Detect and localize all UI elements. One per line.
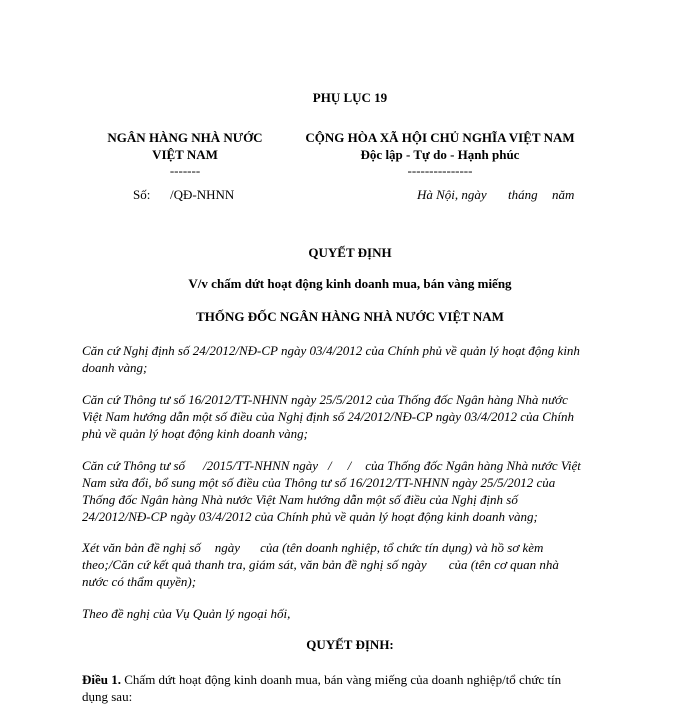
decision-title: QUYẾT ĐỊNH: [308, 245, 392, 260]
legal-basis-4-line3: nước có thẩm quyền);: [82, 574, 197, 589]
legal-basis-4-line2-b: của (tên cơ quan nhà: [448, 557, 559, 572]
article-1-text-line2: dụng sau:: [82, 689, 133, 704]
appendix-title: PHỤ LỤC 19: [312, 90, 388, 105]
legal-basis-2-line2: Việt Nam hướng dẫn một số điều của Nghị định số 24/2012/NĐ-CP ngày 03/4/2012 của Chính: [82, 409, 575, 424]
legal-basis-4-part-b: ngày: [214, 540, 241, 555]
date-year: năm: [552, 187, 575, 202]
legal-basis-1-line1: Căn cứ Nghị định số 24/2012/NĐ-CP ngày 03/4/2012 của Chính phủ về quản lý hoạt động kinh: [82, 343, 580, 358]
issuing-authority: THỐNG ĐỐC NGÂN HÀNG NHÀ NƯỚC VIỆT NAM: [196, 309, 504, 324]
legal-basis-3-part-a: Căn cứ Thông tư số: [82, 458, 186, 473]
legal-basis-3-line2: Nam sửa đổi, bổ sung một số điều của Thông tư số 16/2012/TT-NHNN ngày 25/5/2012 của: [82, 475, 556, 490]
decision-number-label: Số:: [133, 187, 151, 202]
legal-basis-3-part-c: /: [328, 458, 332, 473]
article-1-line1: [82, 671, 642, 688]
date-month: tháng: [508, 187, 538, 202]
decides-title: QUYẾT ĐỊNH:: [306, 637, 394, 652]
legal-basis-3-part-e: của Thống đốc Ngân hàng Nhà nước Việt: [365, 458, 581, 473]
legal-basis-3: [82, 457, 642, 525]
legal-basis-3-line3: Thống đốc Ngân hàng Nhà nước Việt Nam hướng dẫn một số điều của Nghị định số: [82, 492, 518, 507]
legal-basis-3-line1: [82, 457, 642, 474]
legal-basis-3-part-d: /: [347, 458, 352, 473]
legal-basis-4: [82, 539, 642, 590]
legal-basis-4-line2-a: theo;/Căn cứ kết quả thanh tra, giám sát, văn bản đề nghị số ngày: [82, 557, 427, 572]
article-1-text-line1: Chấm dứt hoạt động kinh doanh mua, bán vàng miếng của doanh nghiệp/tổ chức tín: [124, 672, 562, 687]
legal-basis-4-line1: [82, 539, 642, 556]
article-1-label: Điều 1.: [82, 672, 121, 687]
legal-basis-2-line3: phủ về quản lý hoạt động kinh doanh vàng;: [82, 426, 309, 441]
legal-basis-3-part-b: /2015/TT-NHNN ngày: [203, 458, 318, 473]
date-place: Hà Nội, ngày: [417, 187, 487, 202]
legal-basis-1-line2: doanh vàng;: [82, 360, 148, 375]
country-name: CỘNG HÒA XÃ HỘI CHỦ NGHĨA VIỆT NAM: [305, 130, 575, 145]
bank-name-line2: VIỆT NAM: [152, 147, 218, 162]
legal-basis-4-line2: [82, 556, 642, 573]
decision-number-suffix: /QĐ-NHNN: [170, 187, 235, 202]
national-motto: Độc lập - Tự do - Hạnh phúc: [360, 147, 520, 162]
right-divider: ---------------: [407, 163, 473, 178]
legal-basis-1: [82, 342, 642, 376]
legal-basis-4-part-a: Xét văn bản đề nghị số: [82, 540, 201, 555]
legal-basis-4-part-c: của (tên doanh nghiệp, tổ chức tín dụng) và hồ sơ kèm: [260, 540, 544, 555]
legal-basis-2-line1: Căn cứ Thông tư số 16/2012/TT-NHNN ngày 25/5/2012 của Thống đốc Ngân hàng Nhà nước: [82, 392, 568, 407]
decision-subject: V/v chấm dứt hoạt động kinh doanh mua, bán vàng miếng: [188, 276, 512, 291]
bank-name-line1: NGÂN HÀNG NHÀ NƯỚC: [107, 130, 263, 145]
legal-basis-2: [82, 391, 642, 442]
proposal-basis: Theo đề nghị của Vụ Quản lý ngoại hối,: [82, 606, 291, 621]
legal-basis-3-line4: 24/2012/NĐ-CP ngày 03/4/2012 của Chính phủ về quản lý hoạt động kinh doanh vàng;: [82, 509, 538, 524]
left-divider: -------: [169, 163, 201, 178]
